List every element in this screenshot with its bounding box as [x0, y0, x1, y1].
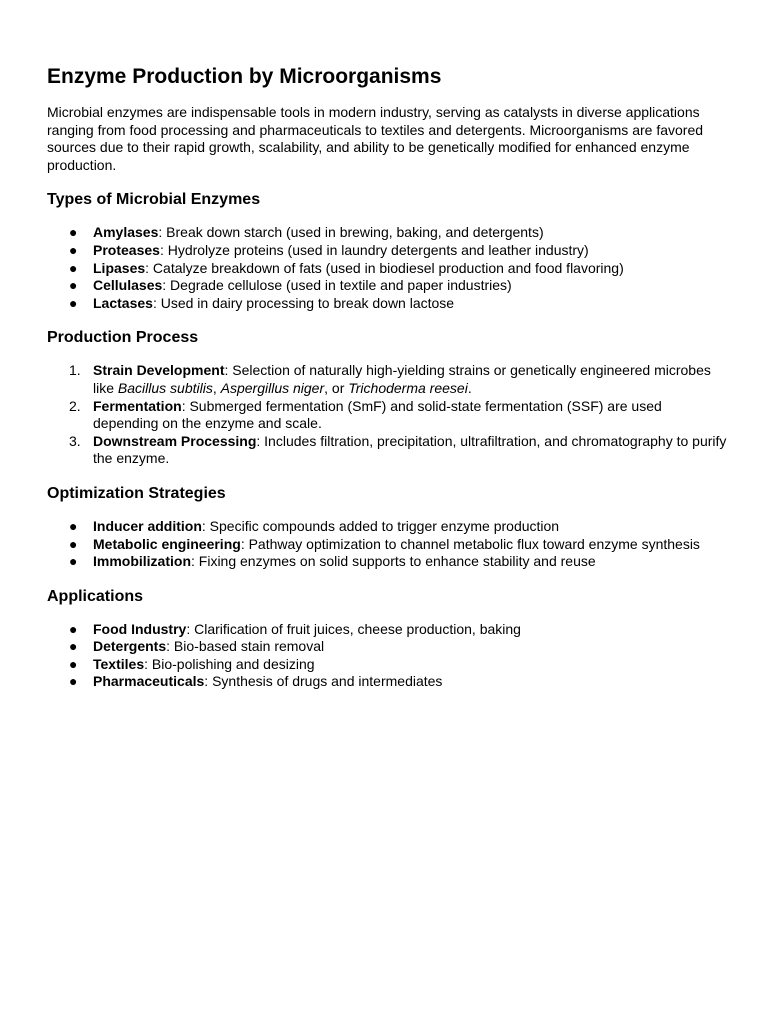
item-desc: : Selection of naturally high-yielding strains or genetically engineered microbes like: [93, 362, 711, 396]
optimization-heading: Optimization Strategies: [47, 484, 226, 502]
bullet-icon: ●: [69, 224, 78, 241]
list-item: [47, 536, 727, 554]
bullet-icon: ●: [69, 294, 78, 311]
bullet-icon: ●: [69, 638, 78, 655]
list-item: [47, 656, 727, 674]
list-item: [47, 277, 727, 295]
process-heading: Production Process: [47, 329, 199, 347]
list-item: [47, 433, 727, 468]
item-term: Lipases: [93, 259, 146, 276]
process-list: [47, 362, 727, 468]
item-term: Downstream Processing: [93, 432, 257, 449]
bullet-icon: ●: [69, 259, 78, 276]
item-desc: : Bio-polishing and desizing: [144, 655, 315, 672]
list-item: [47, 242, 727, 260]
item-term: Metabolic engineering: [93, 535, 241, 552]
item-desc: : Specific compounds added to trigger enzyme production: [201, 517, 560, 534]
list-item: [47, 638, 727, 656]
item-desc: : Submerged fermentation (SmF) and solid-state fermentation (SSF) are used depending on the enzyme and scale.: [93, 397, 662, 432]
separator: ,: [212, 379, 221, 396]
item-term: Proteases: [93, 241, 160, 258]
item-term: Detergents: [93, 638, 167, 655]
item-desc: : Includes filtration, precipitation, ultrafiltration, and chromatography to purify the enzyme.: [93, 432, 727, 467]
item-desc: : Degrade cellulose (used in textile and paper industries): [162, 277, 512, 294]
types-list: [47, 224, 727, 312]
item-term: Immobilization: [93, 553, 191, 570]
item-desc: : Bio-based stain removal: [166, 638, 325, 655]
item-term: Fermentation: [93, 397, 182, 414]
item-desc: : Hydrolyze proteins (used in laundry detergents and leather industry): [159, 241, 589, 258]
types-heading: Types of Microbial Enzymes: [47, 191, 261, 209]
bullet-icon: ●: [69, 517, 78, 534]
intro-paragraph: Microbial enzymes are indispensable tools in modern industry, serving as catalysts in diverse applications ranging from food processing and pharmaceuticals to textiles and detergents. Microorganisms are favored sources due to their rapid growth, scalability, and ability to be genetically modified for enhanced enzyme production.: [47, 104, 704, 173]
item-desc: : Used in dairy processing to break down lactose: [152, 294, 455, 311]
item-term: Textiles: [93, 655, 145, 672]
list-item: [47, 553, 727, 571]
item-term: Amylases: [93, 224, 159, 241]
list-item: [47, 621, 727, 639]
separator: .: [467, 379, 472, 396]
bullet-icon: ●: [69, 553, 78, 570]
item-term: Strain Development: [93, 362, 225, 379]
item-term: Lactases: [93, 294, 153, 311]
bullet-icon: ●: [69, 241, 78, 258]
list-item: [47, 518, 727, 536]
bullet-icon: ●: [69, 673, 78, 690]
organism-name: Bacillus subtilis: [117, 379, 213, 396]
item-term: Pharmaceuticals: [93, 673, 205, 690]
item-number: 3.: [69, 432, 81, 449]
applications-list: [47, 621, 727, 691]
item-term: Food Industry: [93, 620, 187, 637]
organism-name: Aspergillus niger: [220, 379, 325, 396]
item-desc: : Pathway optimization to channel metabolic flux toward enzyme synthesis: [240, 535, 700, 552]
item-desc: : Clarification of fruit juices, cheese production, baking: [186, 620, 521, 637]
list-item: [47, 398, 727, 433]
document-title: Enzyme Production by Microorganisms: [47, 65, 442, 88]
item-term: Cellulases: [93, 277, 163, 294]
list-item: [47, 673, 727, 691]
item-term: Inducer addition: [93, 517, 202, 534]
separator: , or: [324, 379, 349, 396]
organism-name: Trichoderma reesei: [348, 379, 468, 396]
bullet-icon: ●: [69, 277, 78, 294]
item-desc: : Synthesis of drugs and intermediates: [204, 673, 443, 690]
optimization-list: [47, 518, 727, 571]
bullet-icon: ●: [69, 535, 78, 552]
item-number: 2.: [69, 397, 81, 414]
bullet-icon: ●: [69, 655, 78, 672]
list-item: [47, 362, 727, 397]
document-page: [47, 62, 727, 706]
item-number: 1.: [69, 362, 81, 379]
item-desc: : Fixing enzymes on solid supports to enhance stability and reuse: [191, 553, 596, 570]
list-item: [47, 260, 727, 278]
item-desc: : Catalyze breakdown of fats (used in biodiesel production and food flavoring): [145, 259, 624, 276]
item-desc: : Break down starch (used in brewing, baking, and detergents): [158, 224, 544, 241]
list-item: [47, 224, 727, 242]
list-item: [47, 295, 727, 313]
bullet-icon: ●: [69, 620, 78, 637]
applications-heading: Applications: [47, 587, 144, 605]
